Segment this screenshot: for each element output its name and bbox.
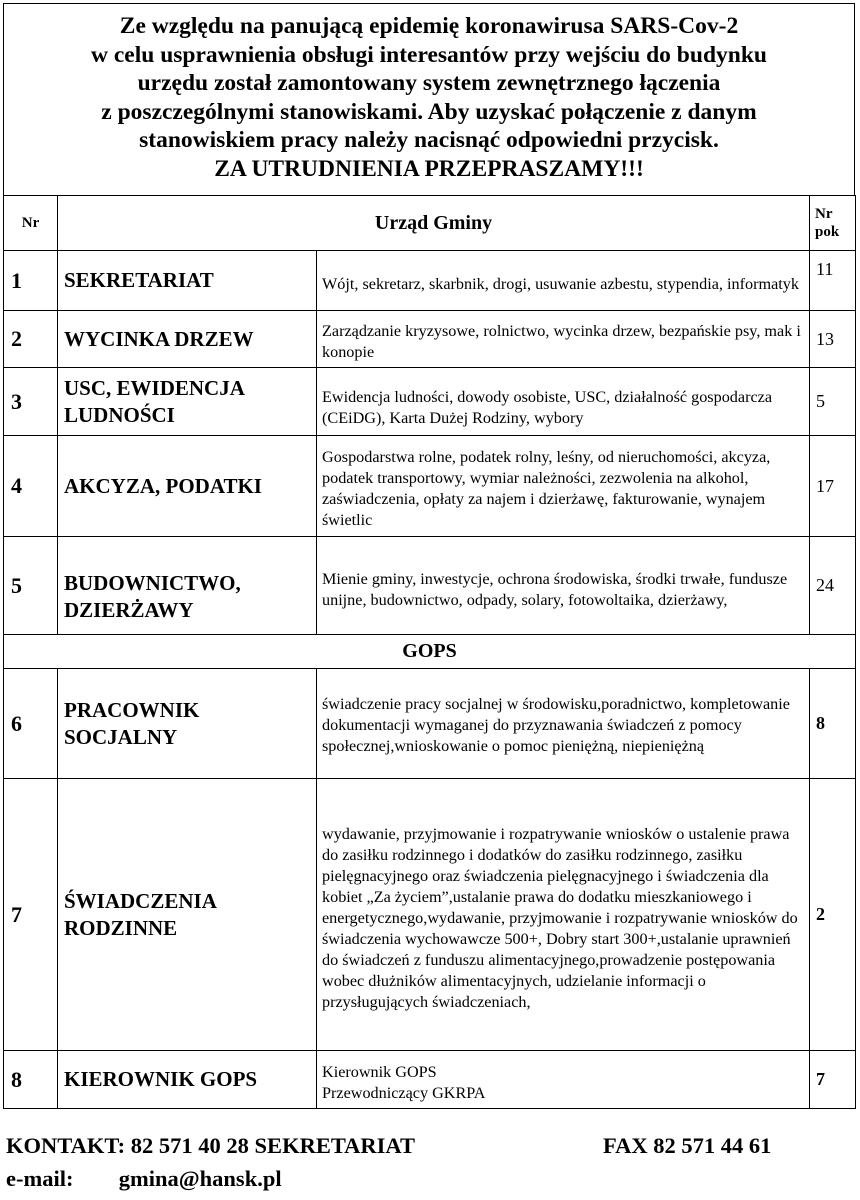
department-name: AKCYZA, PODATKI [58, 436, 317, 537]
notice-line: Ze względu na panującą epidemię koronawirusa SARS-Cov-2 [119, 13, 739, 39]
notice-line: stanowiskiem pracy należy nacisnąć odpowiedni przycisk. [139, 127, 719, 153]
notice-line: urzędu został zamontowany system zewnętrznego łączenia [137, 70, 721, 96]
contact-fax: FAX 82 571 44 61 [603, 1133, 772, 1158]
room-number: 5 [810, 368, 856, 436]
table-row [4, 368, 856, 436]
room-number: 7 [810, 1051, 856, 1109]
notice-line: z poszczególnymi stanowiskami. Aby uzyskać połączenie z danym [101, 98, 757, 125]
room-number: 11 [810, 251, 856, 311]
contact-phone: KONTAKT: 82 571 40 28 SEKRETARIAT [6, 1133, 415, 1158]
room-number: 17 [810, 436, 856, 537]
department-scope: świadczenie pracy socjalnej w środowisku,poradnictwo, kompletowanie dokumentacji wymaganej do przyznawania świadczeń z pomocy społecznej,wnioskowanie o pomoc pieniężną, niepieniężną [317, 669, 810, 779]
section-title-gops: GOPS [4, 635, 856, 669]
room-number: 13 [810, 311, 856, 368]
department-scope: Gospodarstwa rolne, podatek rolny, leśny, od nieruchomości, akcyza, podatek transportowy, wymiar należności, zezwolenia na alkohol, zaświadczenia, opłaty za najem i dzierżawę, fakturowanie, wynajem świetlic [317, 436, 810, 537]
row-number: 1 [4, 251, 58, 311]
row-number: 8 [4, 1051, 58, 1109]
scope-line: Kierownik GOPS [322, 1062, 437, 1081]
section-row [4, 635, 856, 669]
room-number: 2 [810, 779, 856, 1051]
table-row [4, 251, 856, 311]
row-number: 7 [4, 779, 58, 1051]
department-name: ŚWIADCZENIA RODZINNE [58, 779, 317, 1051]
notice-box [3, 3, 855, 196]
table-row [4, 779, 856, 1051]
table-row [4, 537, 856, 635]
scope-line: Przewodniczący GKRPA [322, 1083, 486, 1102]
department-name: BUDOWNICTWO, DZIERŻAWY [58, 537, 317, 635]
row-number: 4 [4, 436, 58, 537]
department-scope: Ewidencja ludności, dowody osobiste, USC, działalność gospodarcza (CEiDG), Karta Dużej Rodziny, wybory [317, 368, 810, 436]
department-scope: Wójt, sekretarz, skarbnik, drogi, usuwanie azbestu, stypendia, informatyk [317, 251, 810, 311]
department-scope [317, 1051, 810, 1109]
department-name: USC, EWIDENCJA LUDNOŚCI [58, 368, 317, 436]
row-number: 5 [4, 537, 58, 635]
table-row [4, 311, 856, 368]
department-name: PRACOWNIK SOCJALNY [58, 669, 317, 779]
header-nr: Nr [4, 196, 58, 251]
contact-email [6, 1166, 282, 1192]
row-number: 6 [4, 669, 58, 779]
header-room-line1: Nr [815, 206, 833, 222]
department-name: SEKRETARIAT [58, 251, 317, 311]
department-scope: Mienie gminy, inwestycje, ochrona środowiska, środki trwałe, fundusze unijne, budownictwo, odpady, solary, fotowoltaika, dzierżawy, [317, 537, 810, 635]
room-number: 24 [810, 537, 856, 635]
table-row [4, 1051, 856, 1109]
email-label: e-mail: [6, 1166, 74, 1191]
department-scope: Zarządzanie kryzysowe, rolnictwo, wycinka drzew, bezpańskie psy, mak i konopie [317, 311, 810, 368]
email-address[interactable]: gmina@hansk.pl [118, 1166, 282, 1191]
department-name: WYCINKA DRZEW [58, 311, 317, 368]
row-number: 2 [4, 311, 58, 368]
header-title: Urząd Gminy [58, 196, 810, 251]
room-number: 8 [810, 669, 856, 779]
header-room-line2: pok [815, 224, 840, 240]
table-row [4, 669, 856, 779]
department-name: KIEROWNIK GOPS [58, 1051, 317, 1109]
notice-line: w celu usprawnienia obsługi interesantów przy wejściu do budynku [91, 41, 767, 68]
notice-apology: ZA UTRUDNIENIA PRZEPRASZAMY!!! [214, 155, 644, 182]
header-room [810, 196, 856, 251]
table-header-row [4, 196, 856, 251]
department-scope: wydawanie, przyjmowanie i rozpatrywanie wniosków o ustalenie prawa do zasiłku rodzinnego i dodatków do zasiłku rodzinnego, zasiłku pielęgnacyjnego oraz świadczenia pielęgnacyjnego i świadczenia dla kobiet „Za życiem”,ustalanie prawa do dodatku mieszkaniowego i energetycznego,wydawanie, przyjmowanie i rozpatrywanie wniosków do świadczenia wychowawcze 500+, Dobry start 300+,ustalanie uprawnień do świadczeń z funduszu alimentacyjnego,prowadzenie postępowania wobec dłużników alimentacyjnych, udzielanie informacji o przysługujących świadczeniach, [317, 779, 810, 1051]
table-row [4, 436, 856, 537]
row-number: 3 [4, 368, 58, 436]
offices-table [3, 195, 856, 1109]
